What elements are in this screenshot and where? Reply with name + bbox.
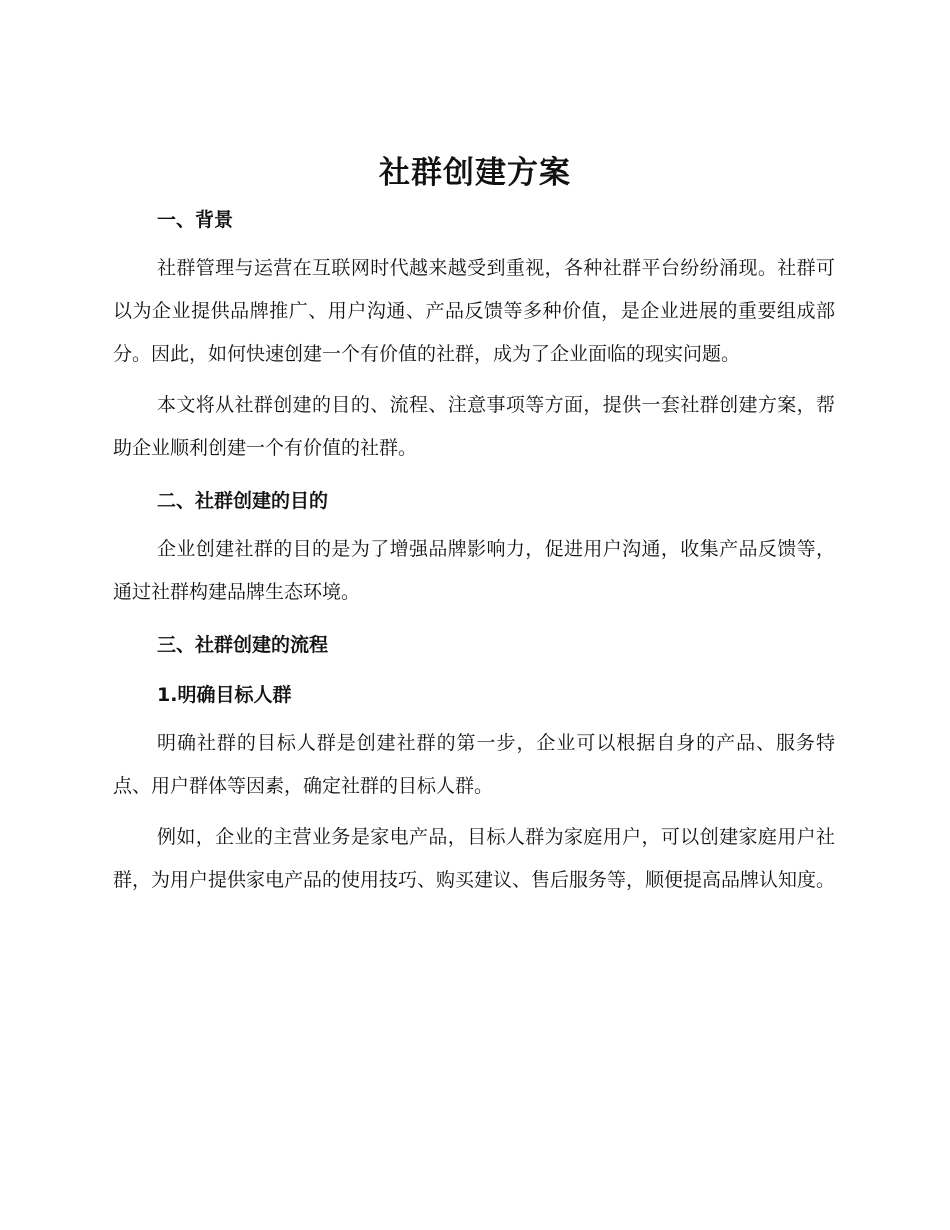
paragraph-background-2: 本文将从社群创建的目的、流程、注意事项等方面，提供一套社群创建方案，帮助企业顺利创建一个有价值的社群。 bbox=[113, 394, 835, 459]
document-body bbox=[113, 201, 835, 902]
document-title: 社群创建方案 bbox=[379, 155, 571, 191]
section-heading-process: 三、社群创建的流程 bbox=[157, 634, 329, 656]
paragraph-process-1: 明确社群的目标人群是创建社群的第一步，企业可以根据自身的产品、服务特点、用户群体等因素，确定社群的目标人群。 bbox=[113, 732, 835, 797]
section-heading-background: 一、背景 bbox=[157, 209, 234, 231]
paragraph-process-2: 例如，企业的主营业务是家电产品，目标人群为家庭用户，可以创建家庭用户社群，为用户提供家电产品的使用技巧、购买建议、售后服务等，顺便提高品牌认知度。 bbox=[113, 826, 836, 891]
section-heading-purpose: 二、社群创建的目的 bbox=[157, 490, 329, 512]
paragraph-purpose-1: 企业创建社群的目的是为了增强品牌影响力，促进用户沟通，收集产品反馈等，通过社群构建品牌生态环境。 bbox=[113, 538, 835, 603]
subsection-heading-target-audience: 1.明确目标人群 bbox=[157, 684, 292, 706]
paragraph-background-1: 社群管理与运营在互联网时代越来越受到重视，各种社群平台纷纷涌现。社群可以为企业提供品牌推广、用户沟通、产品反馈等多种价值，是企业进展的重要组成部分。因此，如何快速创建一个有价值的社群，成为了企业面临的现实问题。 bbox=[113, 257, 835, 365]
